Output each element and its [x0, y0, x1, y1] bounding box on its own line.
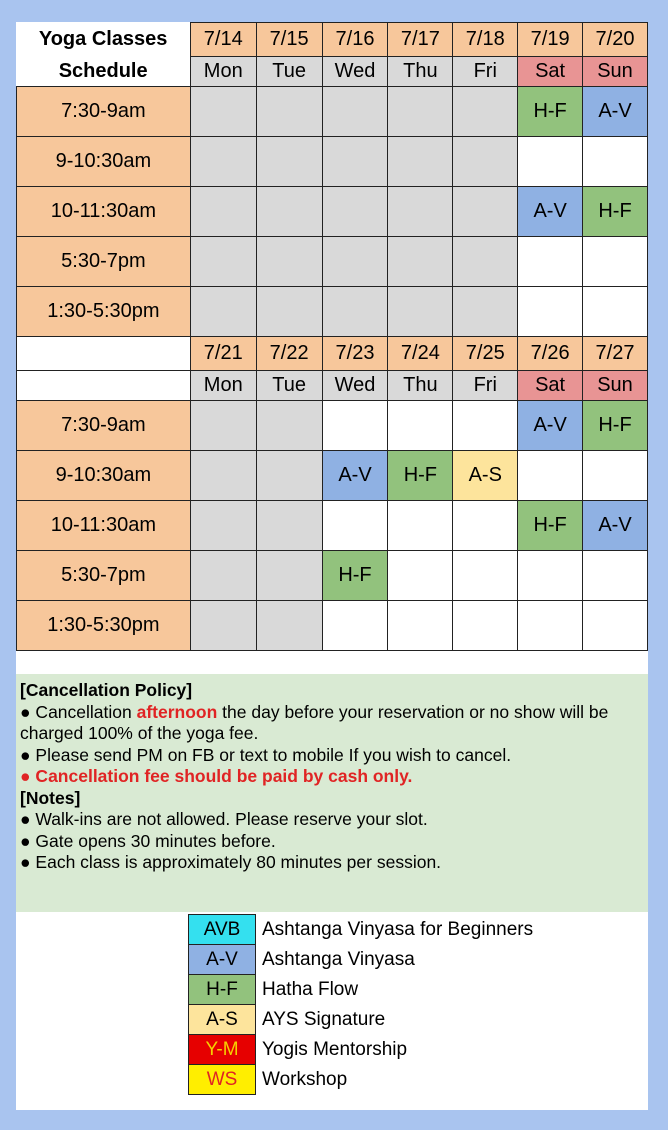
class-cell: A-V: [518, 187, 583, 237]
empty-slot-cell: [388, 401, 453, 451]
empty-slot-cell: [518, 451, 583, 501]
schedule-title-line1: Yoga Classes: [38, 28, 168, 50]
empty-slot-cell: [388, 187, 453, 237]
empty-slot-cell: [518, 137, 583, 187]
empty-slot-cell: [190, 187, 256, 237]
empty-slot-cell: [583, 237, 648, 287]
empty-slot-cell: [190, 87, 256, 137]
time-slot-row: [17, 87, 648, 137]
class-cell: A-V: [322, 451, 388, 501]
policy-notes: [16, 674, 648, 912]
empty-slot-cell: [583, 451, 648, 501]
schedule-title-line2: Schedule: [58, 59, 148, 82]
empty-slot-cell: [322, 287, 388, 337]
time-slot-row: [17, 187, 648, 237]
date-header: 7/24: [388, 337, 453, 371]
day-header: Wed: [322, 57, 388, 87]
day-header: Sat: [518, 371, 583, 401]
empty-slot-cell: [190, 501, 256, 551]
empty-slot-cell: [256, 401, 322, 451]
time-slot-label: 9-10:30am: [17, 451, 191, 501]
empty-slot-cell: [322, 87, 388, 137]
empty-slot-cell: [322, 187, 388, 237]
time-slot-row: [17, 551, 648, 601]
empty-slot-cell: [190, 451, 256, 501]
legend-label: Workshop: [262, 1068, 348, 1090]
day-header: Sun: [583, 57, 648, 87]
date-header: 7/25: [453, 337, 518, 371]
empty-slot-cell: [453, 87, 518, 137]
empty-slot-cell: [190, 551, 256, 601]
empty-slot-cell: [256, 137, 322, 187]
time-slot-row: [17, 137, 648, 187]
empty-slot-cell: [322, 501, 388, 551]
empty-slot-cell: [453, 237, 518, 287]
empty-slot-cell: [190, 237, 256, 287]
legend-item: [189, 945, 534, 975]
notes-heading: [Notes]: [20, 787, 81, 808]
empty-slot-cell: [518, 601, 583, 651]
legend-code: Y-M: [189, 1035, 256, 1065]
time-slot-label: 9-10:30am: [17, 137, 191, 187]
empty-slot-cell: [322, 401, 388, 451]
legend-code: H-F: [189, 975, 256, 1005]
empty-slot-cell: [256, 451, 322, 501]
cancellation-heading: [Cancellation Policy]: [20, 680, 193, 700]
schedule-sheet: [16, 22, 648, 1110]
empty-slot-cell: [388, 87, 453, 137]
day-header: Thu: [388, 371, 453, 401]
day-header: Mon: [190, 57, 256, 87]
day-header: Tue: [256, 57, 322, 87]
empty-slot-cell: [518, 287, 583, 337]
legend-item: [189, 1035, 534, 1065]
note-item-3: ● Each class is approximately 80 minutes per session.: [20, 852, 442, 872]
empty-slot-cell: [190, 401, 256, 451]
time-slot-row: [17, 287, 648, 337]
time-slot-row: [17, 401, 648, 451]
date-header: 7/18: [453, 23, 518, 57]
legend-item: [189, 975, 534, 1005]
day-header: Thu: [388, 57, 453, 87]
empty-slot-cell: [453, 501, 518, 551]
date-header: 7/14: [190, 23, 256, 57]
empty-slot-cell: [453, 137, 518, 187]
header-blank-cell: [17, 337, 191, 371]
empty-slot-cell: [256, 87, 322, 137]
date-header: 7/21: [190, 337, 256, 371]
class-cell: A-V: [583, 87, 648, 137]
empty-slot-cell: [322, 237, 388, 287]
time-slot-label: 7:30-9am: [17, 87, 191, 137]
time-slot-label: 7:30-9am: [17, 401, 191, 451]
class-cell: A-V: [518, 401, 583, 451]
legend-label: Ashtanga Vinyasa: [262, 948, 415, 970]
empty-slot-cell: [583, 137, 648, 187]
day-header: Fri: [453, 371, 518, 401]
time-slot-label: 10-11:30am: [17, 501, 191, 551]
legend-item: [189, 915, 534, 945]
date-header: 7/20: [583, 23, 648, 57]
time-slot-label: 10-11:30am: [17, 187, 191, 237]
day-header: Sun: [583, 371, 648, 401]
empty-slot-cell: [256, 601, 322, 651]
empty-slot-cell: [453, 287, 518, 337]
day-header: Sat: [518, 57, 583, 87]
empty-slot-cell: [518, 237, 583, 287]
time-slot-label: 1:30-5:30pm: [17, 287, 191, 337]
note-item-1: ● Walk-ins are not allowed. Please reserve your slot.: [20, 809, 428, 829]
class-cell: A-V: [583, 501, 648, 551]
date-header: 7/26: [518, 337, 583, 371]
empty-slot-cell: [583, 551, 648, 601]
date-header: 7/15: [256, 23, 322, 57]
empty-slot-cell: [256, 237, 322, 287]
time-slot-label: 1:30-5:30pm: [17, 601, 191, 651]
empty-slot-cell: [190, 601, 256, 651]
empty-slot-cell: [453, 401, 518, 451]
empty-slot-cell: [190, 287, 256, 337]
empty-slot-cell: [583, 287, 648, 337]
empty-slot-cell: [453, 187, 518, 237]
legend-label: Yogis Mentorship: [262, 1038, 408, 1060]
empty-slot-cell: [256, 501, 322, 551]
time-slot-row: [17, 501, 648, 551]
class-cell: H-F: [388, 451, 453, 501]
empty-slot-cell: [256, 187, 322, 237]
date-header: 7/17: [388, 23, 453, 57]
legend-label: Hatha Flow: [262, 978, 359, 1000]
empty-slot-cell: [518, 551, 583, 601]
day-header: Wed: [322, 371, 388, 401]
empty-slot-cell: [453, 601, 518, 651]
empty-slot-cell: [388, 601, 453, 651]
legend-code: WS: [189, 1065, 256, 1095]
time-slot-row: [17, 451, 648, 501]
legend-code: A-V: [189, 945, 256, 975]
empty-slot-cell: [322, 601, 388, 651]
class-cell: H-F: [518, 501, 583, 551]
cancellation-item-2: ● Please send PM on FB or text to mobile If you wish to cancel.: [20, 744, 512, 765]
empty-slot-cell: [388, 551, 453, 601]
legend-item: [189, 1065, 534, 1095]
time-slot-row: [17, 601, 648, 651]
empty-slot-cell: [388, 501, 453, 551]
empty-slot-cell: [190, 137, 256, 187]
time-slot-row: [17, 237, 648, 287]
empty-slot-cell: [256, 551, 322, 601]
date-header: 7/27: [583, 337, 648, 371]
note-item-2: ● Gate opens 30 minutes before.: [20, 830, 276, 851]
day-header: Mon: [190, 371, 256, 401]
class-cell: H-F: [583, 187, 648, 237]
empty-slot-cell: [388, 287, 453, 337]
legend-code: A-S: [189, 1005, 256, 1035]
class-cell: A-S: [453, 451, 518, 501]
date-header: 7/16: [322, 23, 388, 57]
time-slot-label: 5:30-7pm: [17, 237, 191, 287]
class-cell: H-F: [583, 401, 648, 451]
legend-label: AYS Signature: [262, 1008, 386, 1030]
empty-slot-cell: [388, 237, 453, 287]
header-blank-cell: [17, 371, 191, 401]
day-header: Tue: [256, 371, 322, 401]
empty-slot-cell: [256, 287, 322, 337]
schedule-table: [16, 22, 648, 651]
date-header: 7/23: [322, 337, 388, 371]
class-cell: H-F: [322, 551, 388, 601]
empty-slot-cell: [583, 601, 648, 651]
date-header: 7/22: [256, 337, 322, 371]
legend-item: [189, 1005, 534, 1035]
legend-code: AVB: [189, 915, 256, 945]
empty-slot-cell: [388, 137, 453, 187]
class-legend: [188, 914, 534, 1095]
day-header: Fri: [453, 57, 518, 87]
date-header: 7/19: [518, 23, 583, 57]
empty-slot-cell: [322, 137, 388, 187]
time-slot-label: 5:30-7pm: [17, 551, 191, 601]
legend-label: Ashtanga Vinyasa for Beginners: [262, 918, 534, 940]
class-cell: H-F: [518, 87, 583, 137]
empty-slot-cell: [453, 551, 518, 601]
cancellation-item-1: ● Cancellation afternoon the day before your reservation or no show will be charged 100% of the yoga fee.: [20, 701, 609, 743]
cancellation-item-3: ● Cancellation fee should be paid by cash only.: [20, 766, 413, 786]
